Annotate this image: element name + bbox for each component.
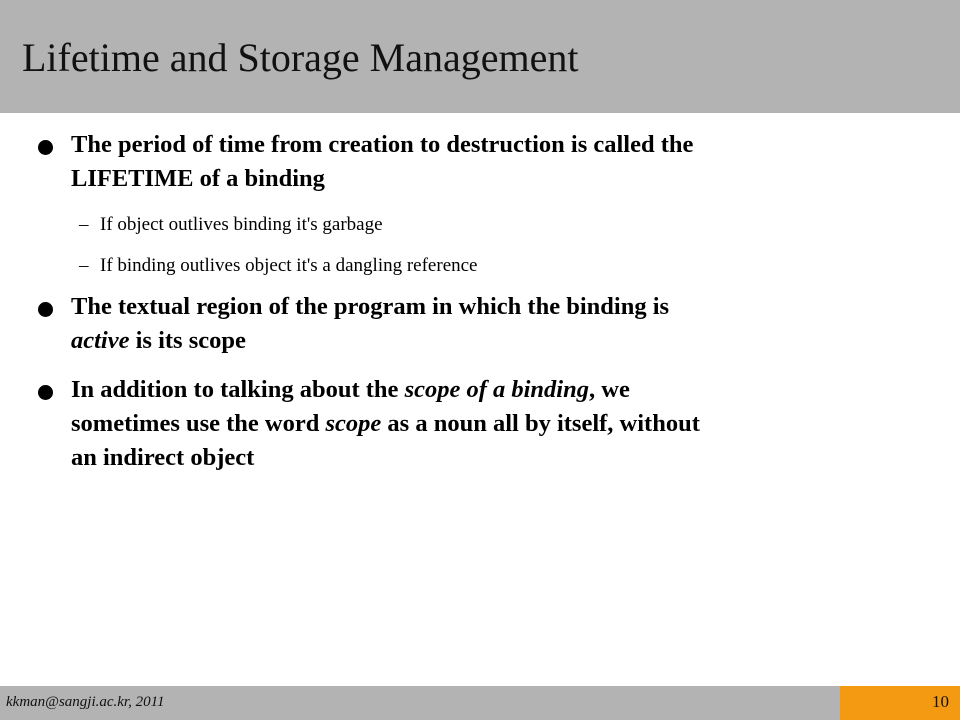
bullet-dot [38, 385, 53, 400]
sub-item-dash: – [79, 255, 89, 276]
sub-item-text: If object outlives binding it's garbage [100, 214, 383, 235]
sub-item-dash: – [79, 214, 89, 235]
page-number-box [840, 686, 960, 720]
text-run: , we [589, 376, 630, 403]
bullet-2 [71, 290, 891, 358]
bullet-1 [71, 128, 891, 196]
bullet-3-line-3: an indirect object [71, 444, 255, 471]
slide-title: Lifetime and Storage Management [22, 35, 579, 80]
italic-term: active [71, 327, 130, 354]
text-run: is its scope [129, 327, 246, 354]
bullet-2-line-2 [71, 324, 891, 358]
italic-term: scope of a binding [404, 376, 589, 403]
bullet-3 [71, 373, 891, 475]
bullet-1-line-2: LIFETIME of a binding [71, 165, 325, 192]
bullet-dot [38, 140, 53, 155]
footer-bar [0, 686, 840, 720]
text-run: sometimes use the word [71, 410, 326, 437]
bullet-2-line-1: The textual region of the program in which the binding is [71, 293, 670, 320]
bullet-3-line-2 [71, 407, 891, 441]
italic-term: scope [325, 410, 382, 437]
text-run: In addition to talking about the [71, 376, 405, 403]
footer-author: kkman@sangji.ac.kr, 2011 [6, 694, 165, 710]
sub-item-text: If binding outlives object it's a dangling reference [100, 255, 478, 276]
bullet-3-line-1 [71, 373, 891, 407]
page-number: 10 [932, 692, 949, 711]
bullet-1-line-1: The period of time from creation to destruction is called the [71, 131, 694, 158]
bullet-dot [38, 302, 53, 317]
text-run: as a noun all by itself, without [381, 410, 700, 437]
title-bar [0, 0, 960, 113]
